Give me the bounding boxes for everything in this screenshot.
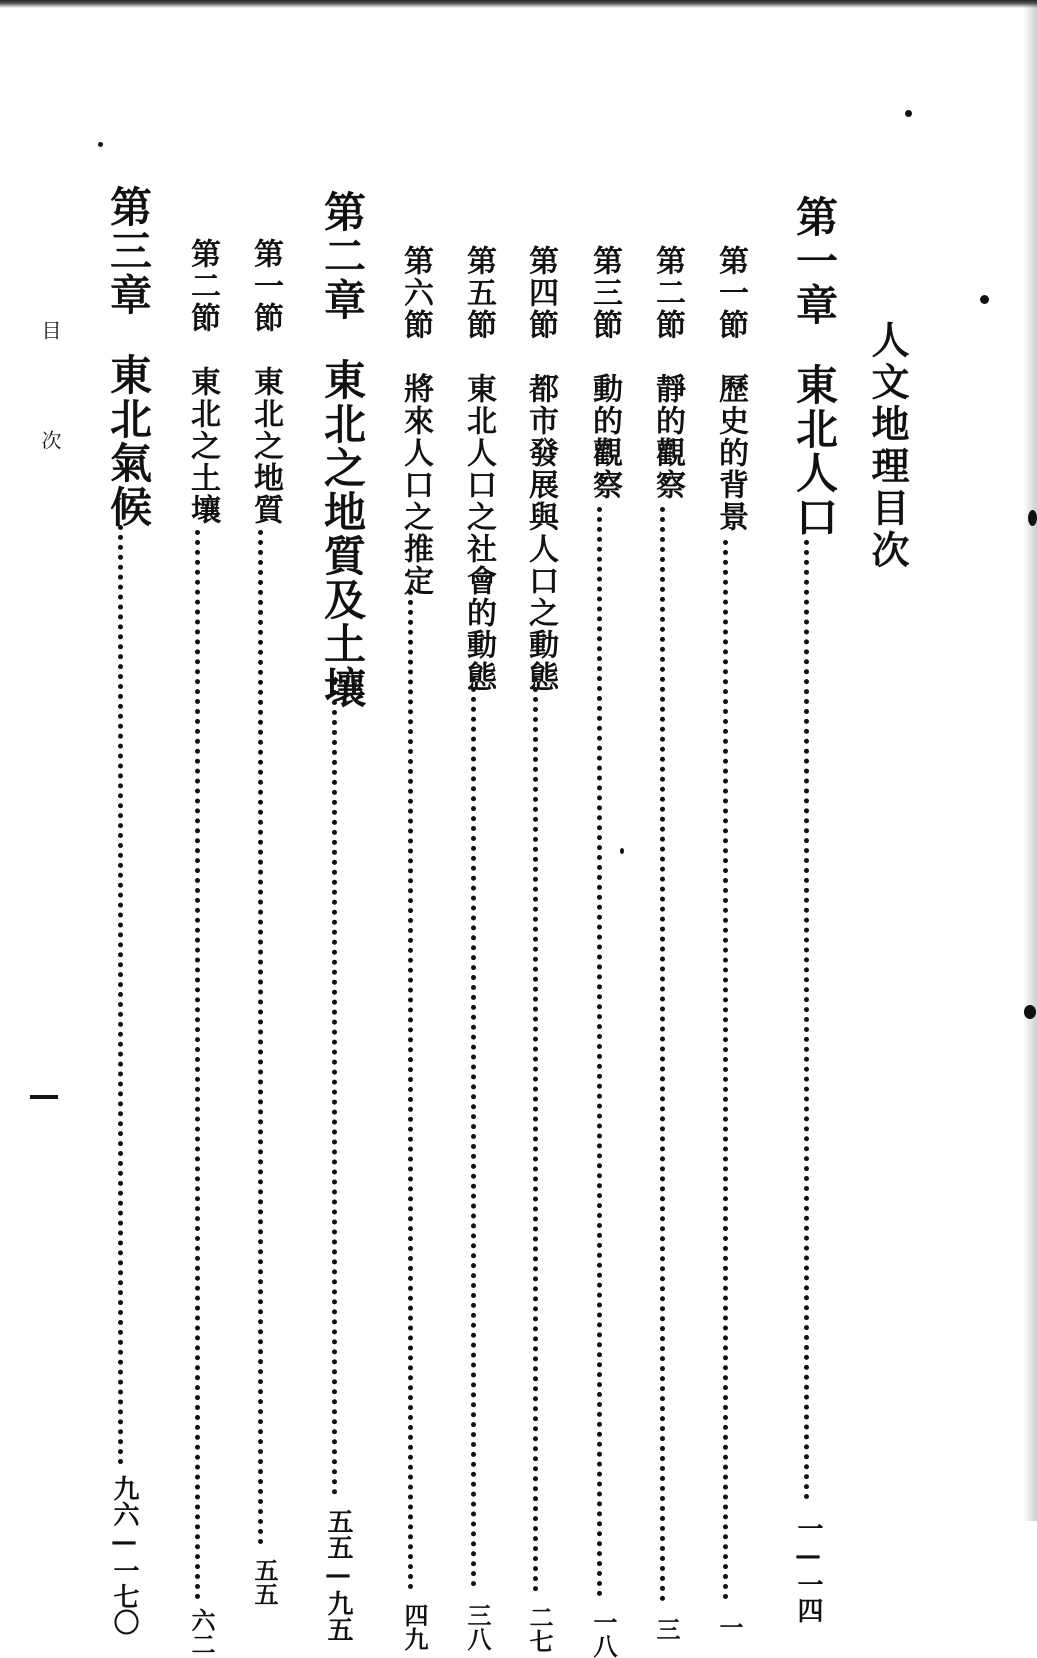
dot-leader <box>660 507 665 1602</box>
toc-entry-section-2-1 <box>243 238 283 1606</box>
scan-speck <box>98 142 103 147</box>
page-range: 九六—一七〇 <box>109 1475 139 1635</box>
scan-speck <box>980 295 989 304</box>
section-label: 第二節 <box>650 245 685 341</box>
scan-speck <box>1028 510 1037 526</box>
section-title: 東北人口之社會的動態 <box>461 373 496 693</box>
toc-entry-section-4 <box>518 245 558 1653</box>
dot-leader <box>471 677 476 1587</box>
page-number: 四九 <box>400 1603 429 1651</box>
toc-title: 人文地理目次 <box>865 320 910 572</box>
dot-leader <box>408 590 413 1590</box>
page-number: 三 <box>652 1617 681 1641</box>
toc-entry-section-2-2 <box>180 238 220 1656</box>
scan-edge-top <box>0 0 1037 8</box>
section-label: 第一節 <box>248 238 283 334</box>
section-title: 動的觀察 <box>587 373 622 501</box>
page-range: 五五—九五 <box>323 1508 353 1642</box>
section-label: 第六節 <box>398 245 433 341</box>
scan-speck <box>905 110 912 117</box>
section-title: 東北之地質 <box>248 366 283 526</box>
dot-leader <box>195 530 200 1600</box>
page-number: 一 <box>715 1615 744 1639</box>
running-head: 目次 <box>38 320 62 540</box>
chapter-label: 第三章 <box>104 185 153 317</box>
dot-leader <box>597 507 602 1597</box>
section-title: 都市發展與人口之動態 <box>523 373 558 693</box>
toc-entry-section-5 <box>456 245 496 1651</box>
page-number: 五五 <box>250 1558 279 1606</box>
dot-leader <box>533 677 538 1592</box>
section-label: 第四節 <box>523 245 558 341</box>
section-title: 東北之土壤 <box>185 366 220 526</box>
section-label: 第一節 <box>713 245 748 341</box>
dot-leader <box>723 540 728 1600</box>
dot-leader <box>804 540 809 1500</box>
toc-entry-section-2 <box>645 245 685 1641</box>
chapter-label: 第一章 <box>790 195 839 327</box>
toc-entry-section-3 <box>582 245 622 1658</box>
section-title: 將來人口之推定 <box>398 373 433 597</box>
chapter-title: 東北氣候 <box>104 353 153 529</box>
dot-leader <box>258 530 263 1545</box>
scan-speck <box>1024 1005 1036 1019</box>
toc-entry-chapter-1 <box>784 195 839 1623</box>
dot-leader <box>118 525 123 1465</box>
dot-leader <box>332 680 337 1495</box>
toc-entry-section-6 <box>393 245 433 1651</box>
toc-entry-chapter-3 <box>98 185 153 1635</box>
section-title: 歷史的背景 <box>713 373 748 533</box>
folio-number <box>30 1095 58 1099</box>
section-label: 第二節 <box>185 238 220 334</box>
page-number: 三八 <box>463 1603 492 1651</box>
toc-entry-chapter-2 <box>312 190 367 1642</box>
page-number: 六二 <box>187 1608 216 1656</box>
scan-edge-right <box>1023 0 1037 1521</box>
section-title: 靜的觀察 <box>650 373 685 501</box>
page-number: 一八 <box>589 1610 618 1658</box>
chapter-title: 東北之地質及土壤 <box>318 358 367 710</box>
page-number: 二七 <box>525 1605 554 1653</box>
toc-entry-section-1 <box>708 245 748 1639</box>
chapter-label: 第二章 <box>318 190 367 322</box>
section-label: 第五節 <box>461 245 496 341</box>
chapter-title: 東北人口 <box>790 363 839 539</box>
scan-speck <box>620 848 624 854</box>
section-label: 第三節 <box>587 245 622 341</box>
page-range: 一—一四 <box>793 1515 823 1623</box>
